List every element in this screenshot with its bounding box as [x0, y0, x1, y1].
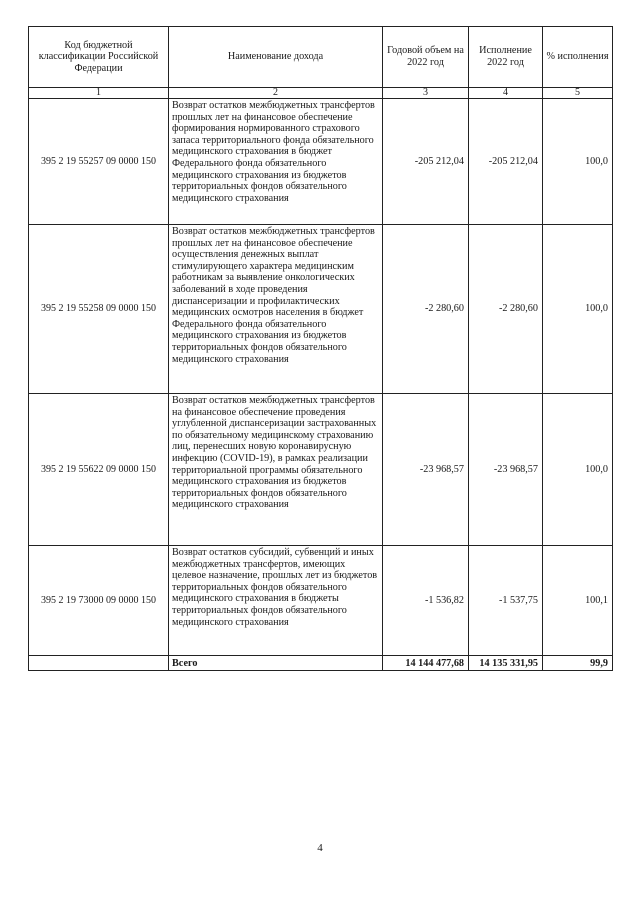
- column-number: 4: [469, 88, 543, 99]
- revenue-name-cell: Возврат остатков межбюджетных трансфертов прошлых лет на финансовое обеспечение осуществления денежных выплат стимулирующего характера медицинским работникам за выявление онкологических заболеваний в ходе проведения диспансеризации и профилактических медицинских осмотров населения в бюджет Федерального фонда обязательного медицинского страхования из бюджетов территориальных фондов обязательного медицинского страхования: [169, 225, 383, 394]
- total-plan-value: 14 144 477,68: [383, 656, 469, 671]
- total-percent-value: 99,9: [543, 656, 613, 671]
- total-empty-cell: [29, 656, 169, 671]
- column-number: 2: [169, 88, 383, 99]
- column-number: 1: [29, 88, 169, 99]
- page-number: 4: [317, 842, 323, 854]
- column-number: 5: [543, 88, 613, 99]
- revenue-table-sheet: [28, 26, 612, 671]
- header-row: [29, 27, 613, 88]
- plan-value-cell: -23 968,57: [383, 394, 469, 546]
- table-row: [29, 225, 613, 394]
- actual-value-cell: -23 968,57: [469, 394, 543, 546]
- percent-value-cell: 100,0: [543, 225, 613, 394]
- plan-value-cell: -205 212,04: [383, 99, 469, 225]
- header-percent: % исполнения: [543, 27, 613, 88]
- budget-code-cell: 395 2 19 55258 09 0000 150: [29, 225, 169, 394]
- plan-value-cell: -1 536,82: [383, 546, 469, 656]
- actual-value-cell: -2 280,60: [469, 225, 543, 394]
- revenue-name-cell: Возврат остатков субсидий, субвенций и иных межбюджетных трансфертов, имеющих целевое назначение, прошлых лет из бюджетов территориальных фондов обязательного медицинского страхования в бюджеты территориальных фондов обязательного медицинского страхования: [169, 546, 383, 656]
- header-actual: Исполнение 2022 год: [469, 27, 543, 88]
- header-plan: Годовой объем на 2022 год: [383, 27, 469, 88]
- table-row: [29, 546, 613, 656]
- actual-value-cell: -205 212,04: [469, 99, 543, 225]
- table-row: [29, 99, 613, 225]
- percent-value-cell: 100,0: [543, 99, 613, 225]
- percent-value-cell: 100,0: [543, 394, 613, 546]
- header-code: Код бюджетной классификации Российской Федерации: [29, 27, 169, 88]
- column-number: 3: [383, 88, 469, 99]
- revenue-name-cell: Возврат остатков межбюджетных трансфертов на финансовое обеспечение проведения углубленной диспансеризации застрахованных по обязательному медицинскому страхованию лиц, перенесших новую коронавирусную инфекцию (COVID-19), в рамках реализации территориальной программы обязательного медицинского страхования из бюджетов территориальных фондов обязательного медицинского страхования: [169, 394, 383, 546]
- table-row: [29, 394, 613, 546]
- budget-code-cell: 395 2 19 55257 09 0000 150: [29, 99, 169, 225]
- total-label: Всего: [169, 656, 383, 671]
- header-name: Наименование дохода: [169, 27, 383, 88]
- total-actual-value: 14 135 331,95: [469, 656, 543, 671]
- total-row: [29, 656, 613, 671]
- plan-value-cell: -2 280,60: [383, 225, 469, 394]
- budget-code-cell: 395 2 19 55622 09 0000 150: [29, 394, 169, 546]
- actual-value-cell: -1 537,75: [469, 546, 543, 656]
- column-number-row: [29, 88, 613, 99]
- percent-value-cell: 100,1: [543, 546, 613, 656]
- revenue-name-cell: Возврат остатков межбюджетных трансфертов прошлых лет на финансовое обеспечение формирования нормированного страхового запаса территориального фонда обязательного медицинского страхования в бюджет Федерального фонда обязательного медицинского страхования из бюджетов территориальных фондов обязательного медицинского страхования: [169, 99, 383, 225]
- revenue-table: [28, 26, 613, 671]
- budget-code-cell: 395 2 19 73000 09 0000 150: [29, 546, 169, 656]
